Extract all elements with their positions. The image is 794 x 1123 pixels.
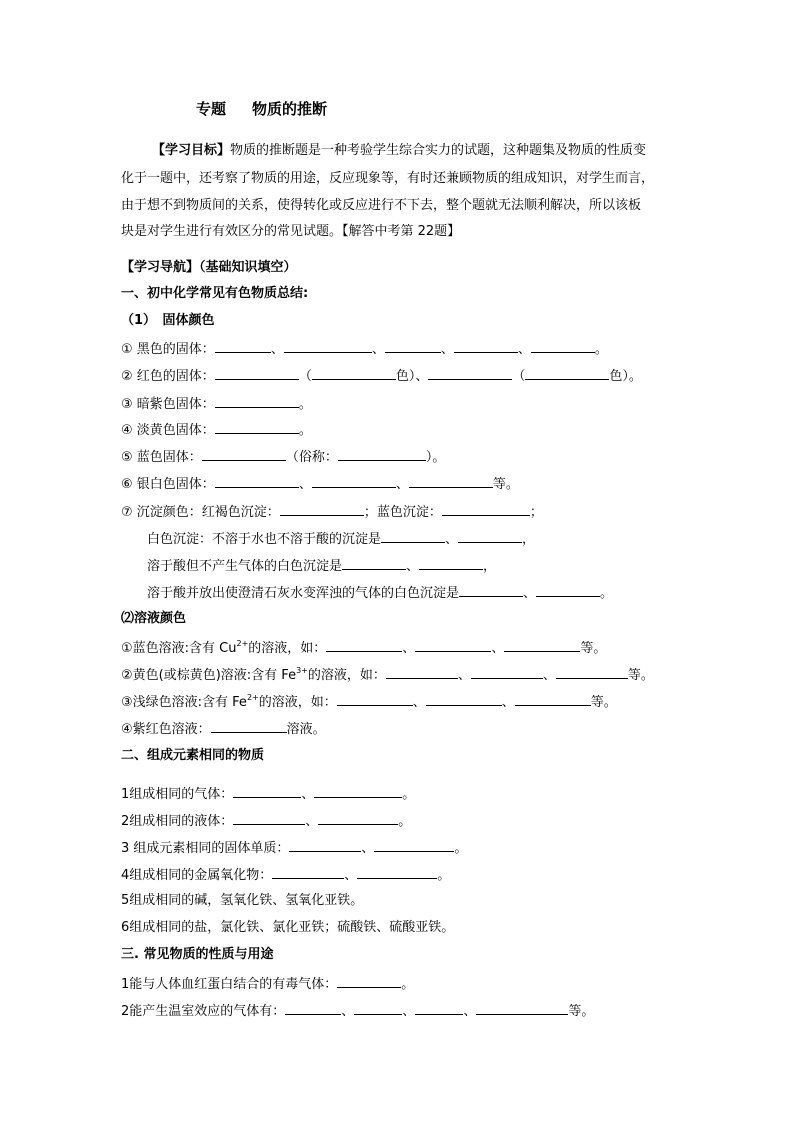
answer-blank[interactable] bbox=[342, 557, 406, 570]
toxic-gas: 1能与人体血红蛋白结合的有毒气体： 。 bbox=[121, 977, 415, 992]
same-element-solid: 3 组成元素相同的固体单质： 、 。 bbox=[121, 841, 468, 856]
answer-blank[interactable] bbox=[326, 639, 402, 652]
page-title bbox=[196, 101, 327, 117]
purple-red-solution: ④紫红色溶液： 溶液。 bbox=[121, 722, 326, 737]
answer-blank[interactable] bbox=[556, 666, 628, 679]
answer-blank[interactable] bbox=[458, 530, 522, 543]
intro-line-2: 化于一题中，还考察了物质的用途，反应现象等，有时还兼顾物质的组成知识，对学生而言， bbox=[121, 171, 655, 186]
item-red-solid: ② 红色的固体： （ 色）、 （ 色）。 bbox=[121, 369, 642, 384]
title-name: 物质的推断 bbox=[252, 100, 328, 118]
answer-blank[interactable] bbox=[338, 448, 426, 461]
blue-solution: ①蓝色溶液:含有 $Cu^{2+}$的溶液，如： 、 、 等。 bbox=[121, 639, 607, 656]
answer-blank[interactable] bbox=[409, 475, 493, 488]
white-precipitate-acid-soluble: 溶于酸但不产生气体的白色沉淀是 、 ， bbox=[147, 559, 497, 574]
answer-blank[interactable] bbox=[314, 785, 402, 798]
intro-line-4: 块是对学生进行有效区分的常见试题。【解答中考第 22题】 bbox=[121, 224, 461, 239]
section-2-heading: 二、组成元素相同的物质 bbox=[121, 748, 265, 763]
answer-blank[interactable] bbox=[426, 693, 502, 706]
answer-blank[interactable] bbox=[386, 666, 458, 679]
item-dark-purple-solid: ③ 暗紫色固体： 。 bbox=[121, 397, 312, 412]
solid-color-subheading: （1） 固体颜色 bbox=[121, 313, 215, 328]
item-precipitate-color: ⑦ 沉淀颜色：红褐色沉淀： ；蓝色沉淀： ； bbox=[121, 505, 543, 520]
study-guide-heading: 【学习导航】（基础知识填空） bbox=[121, 260, 297, 275]
answer-blank[interactable] bbox=[531, 340, 595, 353]
answer-blank[interactable] bbox=[272, 866, 344, 879]
answer-blank[interactable] bbox=[476, 1002, 568, 1015]
answer-blank[interactable] bbox=[442, 503, 530, 516]
answer-blank[interactable] bbox=[504, 639, 580, 652]
answer-blank[interactable] bbox=[202, 448, 286, 461]
answer-blank[interactable] bbox=[419, 557, 483, 570]
answer-blank[interactable] bbox=[515, 693, 591, 706]
item-silver-solid: ⑥ 银白色固体： 、 、 等。 bbox=[121, 477, 519, 492]
item-black-solid: ① 黑色的固体： 、 、 、 、 。 bbox=[121, 342, 608, 357]
answer-blank[interactable] bbox=[312, 367, 396, 380]
section-1-heading: 一、初中化学常见有色物质总结: bbox=[121, 286, 309, 301]
answer-blank[interactable] bbox=[233, 785, 301, 798]
intro-line-1: 【学习目标】物质的推断题是一种考验学生综合实力的试题，这种题集及物质的性质变 bbox=[152, 143, 647, 158]
answer-blank[interactable] bbox=[357, 866, 437, 879]
answer-blank[interactable] bbox=[415, 639, 491, 652]
answer-blank[interactable] bbox=[211, 720, 287, 733]
answer-blank[interactable] bbox=[415, 1002, 463, 1015]
answer-blank[interactable] bbox=[536, 584, 600, 597]
answer-blank[interactable] bbox=[471, 666, 543, 679]
item-blue-solid: ⑤ 蓝色固体： （俗称： ）。 bbox=[121, 450, 446, 465]
yellow-solution: ②黄色(或棕黄色)溶液:含有 $Fe^{3+}$的溶液，如： 、 、 等。 bbox=[121, 666, 654, 683]
answer-blank[interactable] bbox=[459, 584, 523, 597]
answer-blank[interactable] bbox=[215, 367, 299, 380]
answer-blank[interactable] bbox=[280, 503, 364, 516]
answer-blank[interactable] bbox=[285, 1002, 341, 1015]
intro-line-3: 由于想不到物质间的关系，使得转化或反应进行不下去，整个题就无法顺利解决，所以该板 bbox=[121, 198, 642, 213]
answer-blank[interactable] bbox=[284, 340, 372, 353]
greenhouse-gas: 2能产生温室效应的气体有： 、 、 、 等。 bbox=[121, 1004, 595, 1019]
same-salt: 6组成相同的盐，氯化铁、氯化亚铁；硫酸铁、硫酸亚铁。 bbox=[121, 920, 455, 935]
white-precipitate-gas: 溶于酸并放出使澄清石灰水变浑浊的气体的白色沉淀是 、 。 bbox=[147, 586, 614, 601]
solution-color-subheading: ⑵溶液颜色 bbox=[121, 611, 187, 626]
answer-blank[interactable] bbox=[374, 839, 454, 852]
answer-blank[interactable] bbox=[381, 530, 445, 543]
same-base: 5组成相同的碱，氢氧化铁、氢氧化亚铁。 bbox=[121, 893, 364, 908]
answer-blank[interactable] bbox=[428, 367, 512, 380]
item-pale-yellow-solid: ④ 淡黄色固体： 。 bbox=[121, 423, 312, 438]
answer-blank[interactable] bbox=[215, 395, 299, 408]
intro-label: 【学习目标】 bbox=[152, 143, 231, 158]
same-metal-oxide: 4组成相同的金属氧化物： 、 。 bbox=[121, 868, 451, 883]
same-liquid: 2组成相同的液体： 、 。 bbox=[121, 814, 412, 829]
answer-blank[interactable] bbox=[454, 340, 518, 353]
answer-blank[interactable] bbox=[385, 340, 441, 353]
answer-blank[interactable] bbox=[215, 340, 271, 353]
light-green-solution: ③浅绿色溶液:含有 $Fe^{2+}$的溶液，如： 、 、 等。 bbox=[121, 693, 617, 710]
answer-blank[interactable] bbox=[337, 693, 413, 706]
answer-blank[interactable] bbox=[289, 839, 361, 852]
answer-blank[interactable] bbox=[318, 812, 398, 825]
answer-blank[interactable] bbox=[233, 812, 305, 825]
answer-blank[interactable] bbox=[525, 367, 609, 380]
answer-blank[interactable] bbox=[312, 475, 396, 488]
answer-blank[interactable] bbox=[215, 421, 299, 434]
title-topic: 专题 bbox=[196, 100, 227, 118]
answer-blank[interactable] bbox=[215, 475, 299, 488]
answer-blank[interactable] bbox=[354, 1002, 402, 1015]
section-3-heading: 三. 常见物质的性质与用途 bbox=[121, 947, 274, 962]
white-precipitate-insoluble: 白色沉淀：不溶于水也不溶于酸的沉淀是 、 ， bbox=[147, 532, 536, 547]
same-gas: 1组成相同的气体： 、 。 bbox=[121, 787, 416, 802]
answer-blank[interactable] bbox=[337, 975, 401, 988]
